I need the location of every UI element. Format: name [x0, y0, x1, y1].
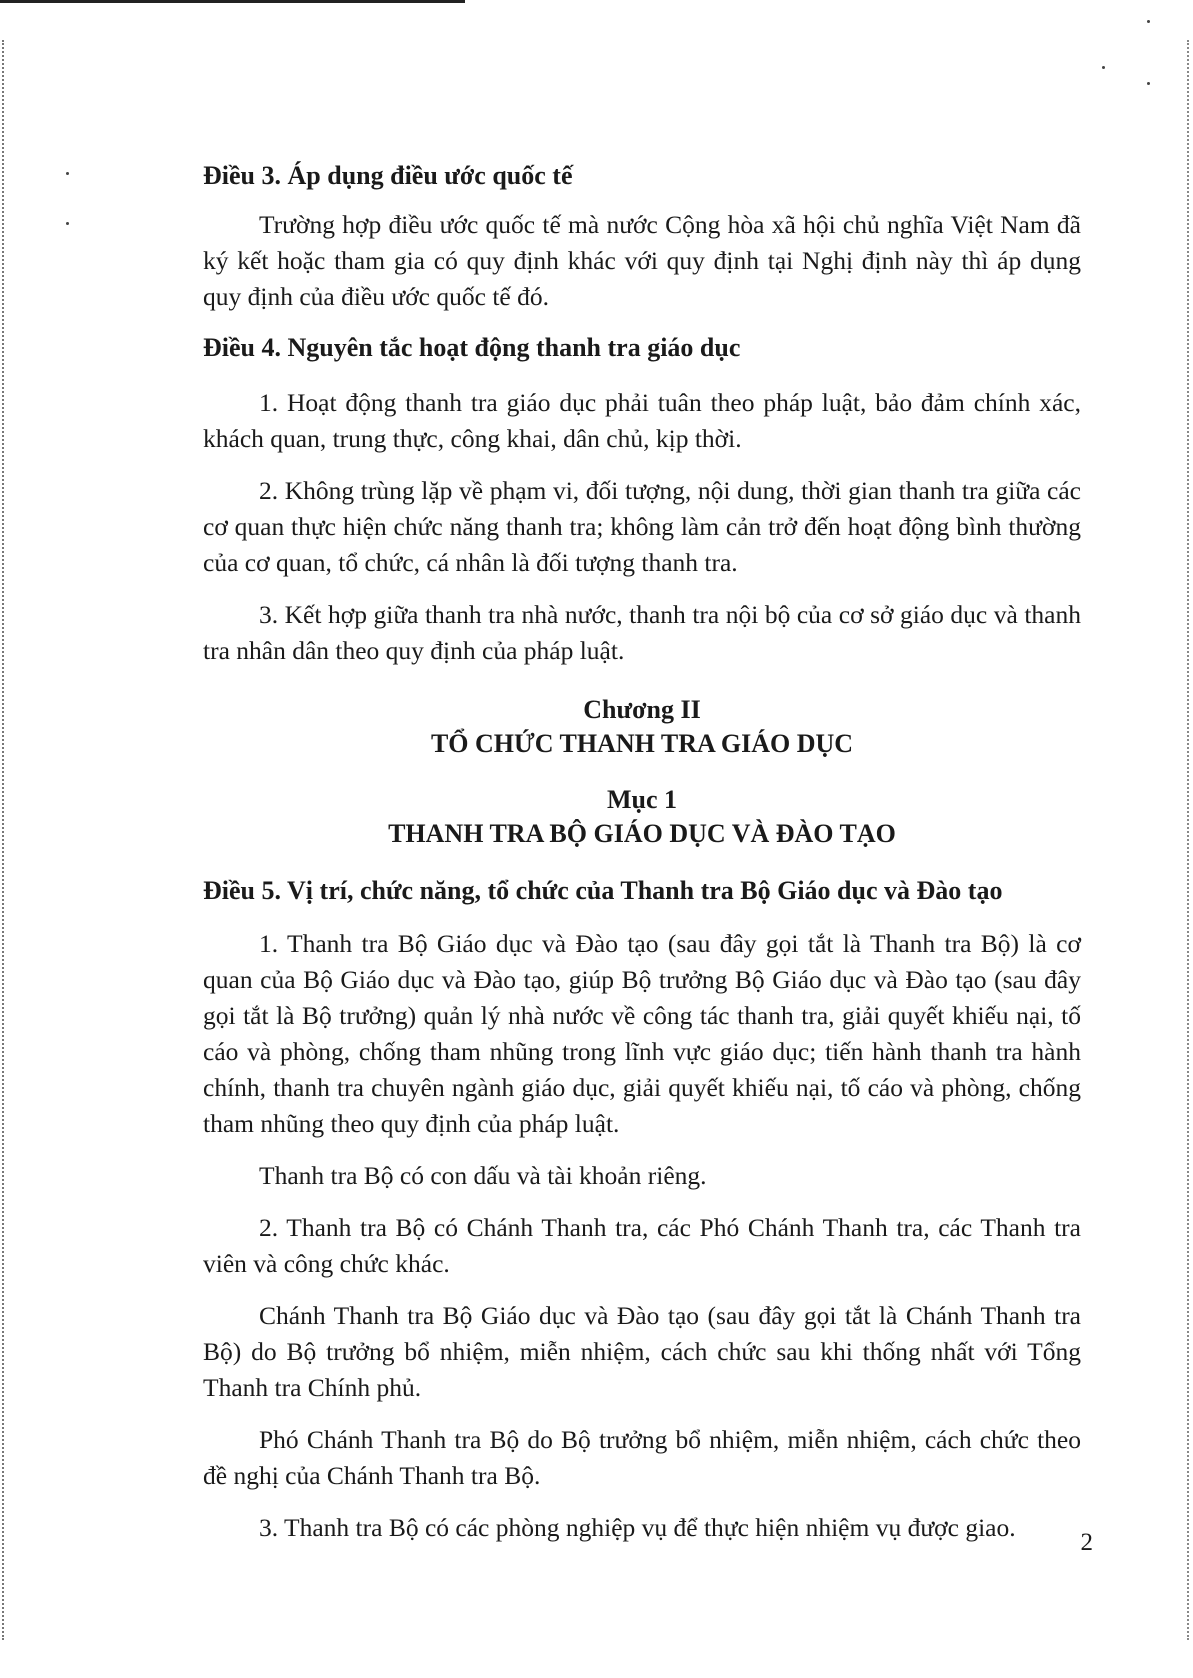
page-number: 2 — [1080, 1529, 1093, 1556]
article-5-clause-1-note: Thanh tra Bộ có con dấu và tài khoản riêng. — [259, 1161, 707, 1190]
scan-speck — [66, 172, 69, 175]
article-3-heading: Điều 3. Áp dụng điều ước quốc tế — [203, 161, 573, 190]
scan-speck — [1102, 66, 1105, 69]
top-rule — [0, 0, 465, 3]
article-5-clause-1: 1. Thanh tra Bộ Giáo dục và Đào tạo (sau đây gọi tắt là Thanh tra Bộ) là cơ quan của Bộ Giáo dục và Đào tạo, giúp Bộ trưởng Bộ Giáo dục và Đào tạo (sau đây gọi tắt là Bộ trưởng) quản lý nhà nước về công tác thanh tra, giải quyết khiếu nại, tố cáo và phòng, chống tham nhũng trong lĩnh vực giáo dục; tiến hành thanh tra hành chính, thanh tra chuyên ngành giáo dục, giải quyết khiếu nại, tố cáo và phòng, chống tham nhũng theo quy định của pháp luật. — [203, 929, 1081, 1138]
article-5-clause-2-chief: Chánh Thanh tra Bộ Giáo dục và Đào tạo (sau đây gọi tắt là Chánh Thanh tra Bộ) do Bộ trưởng bổ nhiệm, miễn nhiệm, cách chức sau khi thống nhất với Tổng Thanh tra Chính phủ. — [203, 1301, 1081, 1402]
section-number: Mục 1 — [606, 785, 678, 814]
article-3-text: Trường hợp điều ước quốc tế mà nước Cộng hòa xã hội chủ nghĩa Việt Nam đã ký kết hoặc tham gia có quy định khác với quy định tại Nghị định này thì áp dụng quy định của điều ước quốc tế đó. — [203, 210, 1081, 311]
chapter-title: TỔ CHỨC THANH TRA GIÁO DỤC — [430, 729, 854, 758]
article-5-heading: Điều 5. Vị trí, chức năng, tổ chức của Thanh tra Bộ Giáo dục và Đào tạo — [203, 876, 1003, 905]
left-scan-edge — [2, 40, 6, 1640]
scan-speck — [1147, 82, 1150, 85]
article-5-clause-3: 3. Thanh tra Bộ có các phòng nghiệp vụ để thực hiện nhiệm vụ được giao. — [259, 1513, 1016, 1542]
document-page — [203, 150, 1081, 1546]
scan-speck — [66, 222, 69, 225]
article-4-heading: Điều 4. Nguyên tắc hoạt động thanh tra giáo dục — [203, 333, 741, 362]
article-5-clause-2-deputy: Phó Chánh Thanh tra Bộ do Bộ trưởng bổ nhiệm, miễn nhiệm, cách chức theo đề nghị của Chánh Thanh tra Bộ. — [203, 1425, 1081, 1490]
chapter-number: Chương II — [583, 695, 701, 724]
article-4-clause-3: 3. Kết hợp giữa thanh tra nhà nước, thanh tra nội bộ của cơ sở giáo dục và thanh tra nhân dân theo quy định của pháp luật. — [203, 600, 1081, 665]
scan-speck — [1147, 20, 1150, 23]
article-4-clause-1: 1. Hoạt động thanh tra giáo dục phải tuân theo pháp luật, bảo đảm chính xác, khách quan, trung thực, công khai, dân chủ, kịp thời. — [203, 388, 1081, 453]
article-5-clause-2: 2. Thanh tra Bộ có Chánh Thanh tra, các Phó Chánh Thanh tra, các Thanh tra viên và công chức khác. — [203, 1213, 1081, 1278]
article-4-clause-2: 2. Không trùng lặp về phạm vi, đối tượng, nội dung, thời gian thanh tra giữa các cơ quan thực hiện chức năng thanh tra; không làm cản trở đến hoạt động bình thường của cơ quan, tổ chức, cá nhân là đối tượng thanh tra. — [203, 476, 1081, 577]
right-scan-edge — [1187, 40, 1191, 1640]
section-title: THANH TRA BỘ GIÁO DỤC VÀ ĐÀO TẠO — [388, 819, 896, 848]
